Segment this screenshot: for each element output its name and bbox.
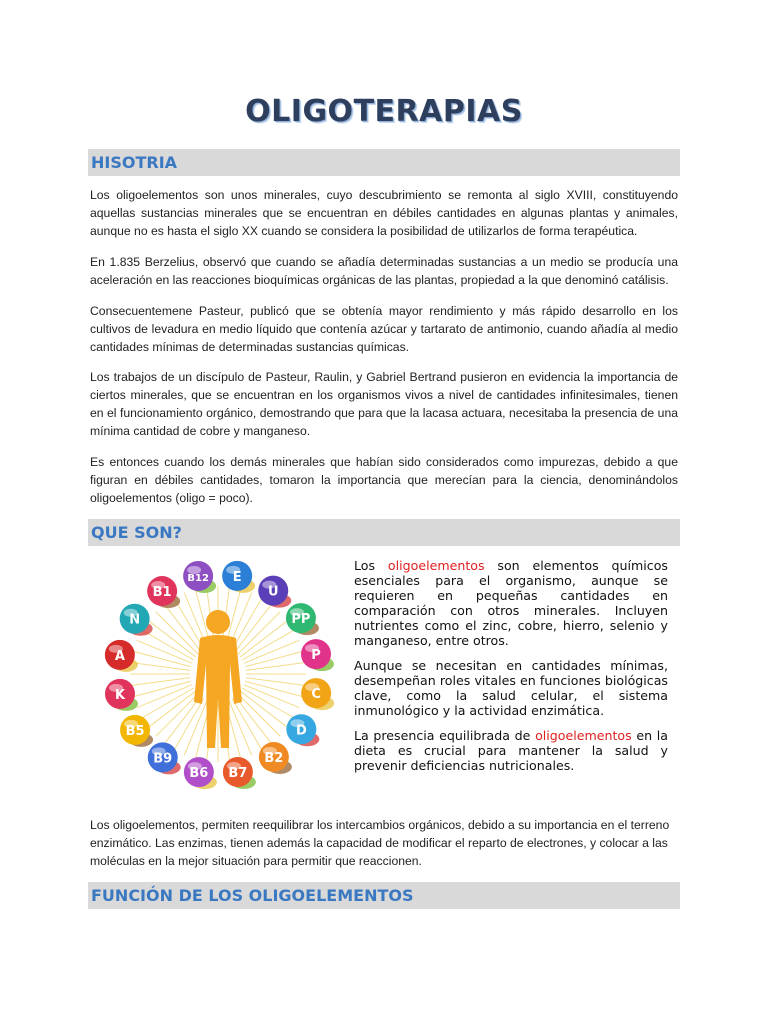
section-heading-que-son: QUE SON? — [88, 519, 680, 546]
vitamin-label: B2 — [264, 750, 284, 766]
page-title: OLIGOTERAPIAS — [245, 94, 523, 129]
vitamin-bubble — [147, 576, 180, 608]
vitamin-bubble — [105, 679, 138, 711]
paragraph: Es entonces cuando los demás minerales que habían sido considerados como impurezas, debido a que figuran en débiles cantidades, tomaron la importancia que merecían para la ciencia, denominándolos oligoelementos (oligo = poco). — [90, 455, 678, 505]
vitamin-bubble — [184, 757, 217, 789]
infographic-paragraph: Los oligoelementos son elementos químicos esenciales para el organismo, aunque se requieren en pequeñas cantidades en comparación con otros minerales. Incluyen nutrientes como el zinc, cobre, hierro, selenio y manganeso, entre otros. — [354, 558, 668, 648]
vitamin-wheel-illustration — [102, 552, 334, 796]
vitamin-bubble — [223, 757, 256, 789]
infographic-text — [354, 558, 668, 783]
ray-line — [240, 691, 288, 728]
ray-line — [148, 620, 196, 657]
vitamin-label: N — [129, 612, 141, 628]
vitamin-label: E — [232, 569, 242, 585]
vitamin-bubble — [183, 561, 216, 593]
ray-line — [240, 620, 288, 657]
ray-line — [156, 694, 198, 736]
vitamin-bubble — [301, 639, 334, 671]
oligoelementos-infographic — [92, 552, 680, 800]
ray-line — [235, 604, 272, 652]
vitamin-label: B1 — [152, 585, 172, 601]
vitamin-label: B9 — [153, 751, 173, 767]
vitamin-bubble — [105, 640, 138, 672]
infographic-paragraph: La presencia equilibrada de oligoelementos en la dieta es crucial para mantener la salud y prevenir deficiencias nutricionales. — [354, 728, 669, 773]
vitamin-label: B5 — [125, 723, 145, 739]
vitamin-label: D — [295, 723, 307, 739]
infographic-paragraph: Aunque se necesitan en cantidades mínimas, desempeñan roles vitales en funciones biológicas clave, como la salud celular, el sistema inmunológico y la actividad enzimática. — [354, 658, 668, 718]
vitamin-label: U — [267, 584, 279, 600]
ray-line — [164, 604, 201, 652]
ray-line — [148, 691, 196, 728]
paragraph: Consecuentemene Pasteur, publicó que se obtenía mayor rendimiento y más rápido desarrollo en los cultivos de levadura en medio líquido que contenía azúcar y tartarato de antimonio, cuando añadía al medio cantidades mínimas de determinadas sustancias químicas. — [90, 304, 678, 354]
vitamin-bubble — [120, 604, 153, 636]
vitamin-bubble — [301, 678, 334, 710]
vitamin-bubble — [259, 742, 292, 774]
paragraph: Los oligoelementos, permiten reequilibrar los intercambios orgánicos, debido a su importancia en el terreno enzimático. Las enzimas, tienen además la capacidad de modificar el reparto de electrones, y colocar a las moléculas en la mejor situación para permitir que reaccionen. — [90, 818, 670, 868]
paragraph: Los oligoelementos son unos minerales, cuyo descubrimiento se remonta al siglo XVIII, constituyendo aquellas sustancias minerales que se encuentran en débiles cantidades en algunas plantas y animales, aunque no es hasta el siglo XX cuando se considera la posibilidad de utilizarlos de forma terapéutica. — [90, 188, 678, 238]
paragraph: En 1.835 Berzelius, observó que cuando se añadía determinadas sustancias a un medio se producía una aceleración en las reacciones bioquímicas orgánicas de las plantas, propiedad a la que denominó catálisis. — [90, 255, 678, 287]
vitamin-bubble — [286, 603, 319, 635]
vitamin-label: PP — [291, 612, 311, 628]
ray-line — [156, 612, 198, 654]
vitamin-bubble — [286, 714, 319, 746]
highlight-term: oligoelementos — [387, 558, 485, 573]
section-heading-historia: HISOTRIA — [88, 149, 680, 176]
paragraph: Los trabajos de un discípulo de Pasteur, Raulin, y Gabriel Bertrand pusieron en evidencia la importancia de ciertos minerales, que se encuentran en los organismos vivos a nivel de cantidades infinitesimales, tienen en el funcionamiento orgánico, demostrando que para que la lacasa actuara, necesitaba la presencia de una mínima cantidad de cobre y manganeso. — [90, 370, 678, 438]
section-heading-funcion: FUNCIÓN DE LOS OLIGOELEMENTOS — [88, 882, 680, 909]
vitamin-label: A — [114, 648, 125, 664]
ray-line — [235, 696, 272, 744]
vitamin-label: P — [311, 648, 321, 664]
vitamin-label: B12 — [187, 572, 209, 584]
highlight-term: oligoelementos — [535, 728, 632, 743]
vitamin-bubble — [258, 576, 291, 608]
ray-line — [238, 612, 280, 654]
vitamin-bubble — [222, 561, 255, 593]
vitamin-label: B6 — [189, 766, 209, 782]
ray-line — [164, 696, 201, 744]
vitamin-label: B7 — [228, 766, 248, 782]
vitamin-bubble — [120, 715, 153, 747]
vitamin-label: C — [311, 687, 321, 703]
ray-line — [238, 694, 280, 736]
vitamin-label: K — [114, 687, 126, 703]
